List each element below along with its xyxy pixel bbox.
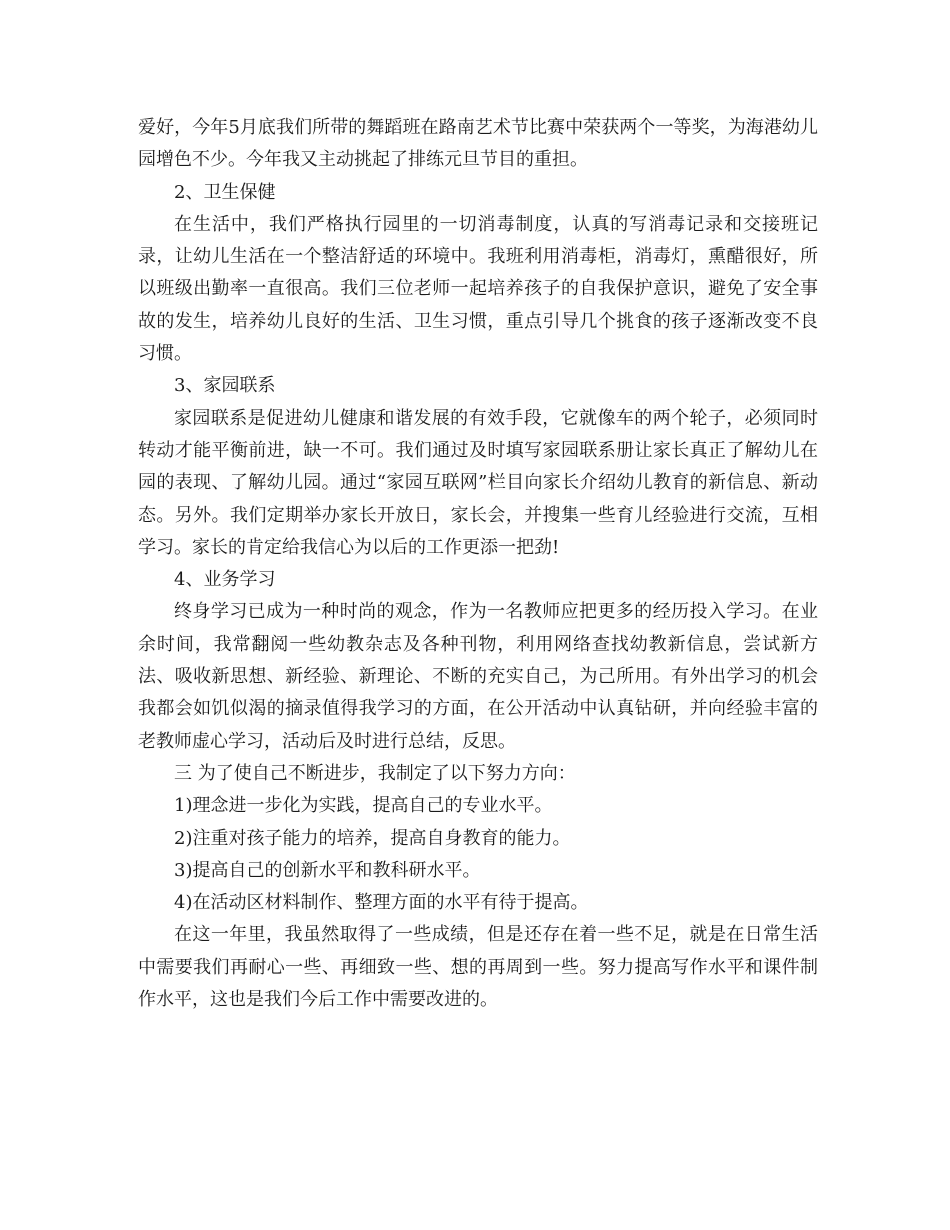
paragraph-home-school-contact: 家园联系是促进幼儿健康和谐发展的有效手段，它就像车的两个轮子，必须同时转动才能平衡前进，缺一不可。我们通过及时填写家园联系册让家长真正了解幼儿在园的表现、了解幼儿园。通过“家园互联网”栏目向家长介绍幼儿教育的新信息、新动态。另外。我们定期举办家长开放日，家长会，并搜集一些育儿经验进行交流，互相学习。家长的肯定给我信心为以后的工作更添一把劲! [138,407,818,558]
list-item-4: 4)在活动区材料制作、整理方面的水平有待于提高。 [174,892,589,914]
paragraph-intro-continued: 爱好，今年5月底我们所带的舞蹈班在路南艺术节比赛中荣获两个一等奖，为海港幼儿园增色不少。今年我又主动挑起了排练元旦节目的重担。 [138,117,818,171]
heading-home-school-contact: 3、家园联系 [174,375,276,397]
heading-improvement-direction: 三 为了使自己不断进步，我制定了以下努力方向： [174,762,576,784]
paragraph-hygiene: 在生活中，我们严格执行园里的一切消毒制度，认真的写消毒记录和交接班记录，让幼儿生活在一个整洁舒适的环境中。我班利用消毒柜，消毒灯，熏醋很好，所以班级出勤率一直很高。我们三位老师一起培养孩子的自我保护意识，避免了安全事故的发生，培养幼儿良好的生活、卫生习惯，重点引导几个挑食的孩子逐渐改变不良习惯。 [138,213,818,365]
document-body [138,112,818,1016]
list-item-1: 1)理念进一步化为实践，提高自己的专业水平。 [174,795,553,817]
heading-professional-study: 4、业务学习 [174,569,276,591]
paragraph-professional-study: 终身学习已成为一种时尚的观念，作为一名教师应把更多的经历投入学习。在业余时间，我常翻阅一些幼教杂志及各种刊物，利用网络查找幼教新信息，尝试新方法、吸收新思想、新经验、新理论、不断的充实自己，为己所用。有外出学习的机会我都会如饥似渴的摘录值得我学习的方面，在公开活动中认真钻研，并向经验丰富的老教师虚心学习，活动后及时进行总结，反思。 [138,601,818,752]
list-item-3: 3)提高自己的创新水平和教科研水平。 [174,859,481,881]
heading-hygiene: 2、卫生保健 [174,181,276,203]
paragraph-conclusion: 在这一年里，我虽然取得了一些成绩，但是还存在着一些不足，就是在日常生活中需要我们再耐心一些、再细致一些、想的再周到一些。努力提高写作水平和课件制作水平，这也是我们今后工作中需要改进的。 [138,924,818,1011]
list-item-2: 2)注重对孩子能力的培养，提高自身教育的能力。 [174,827,571,849]
